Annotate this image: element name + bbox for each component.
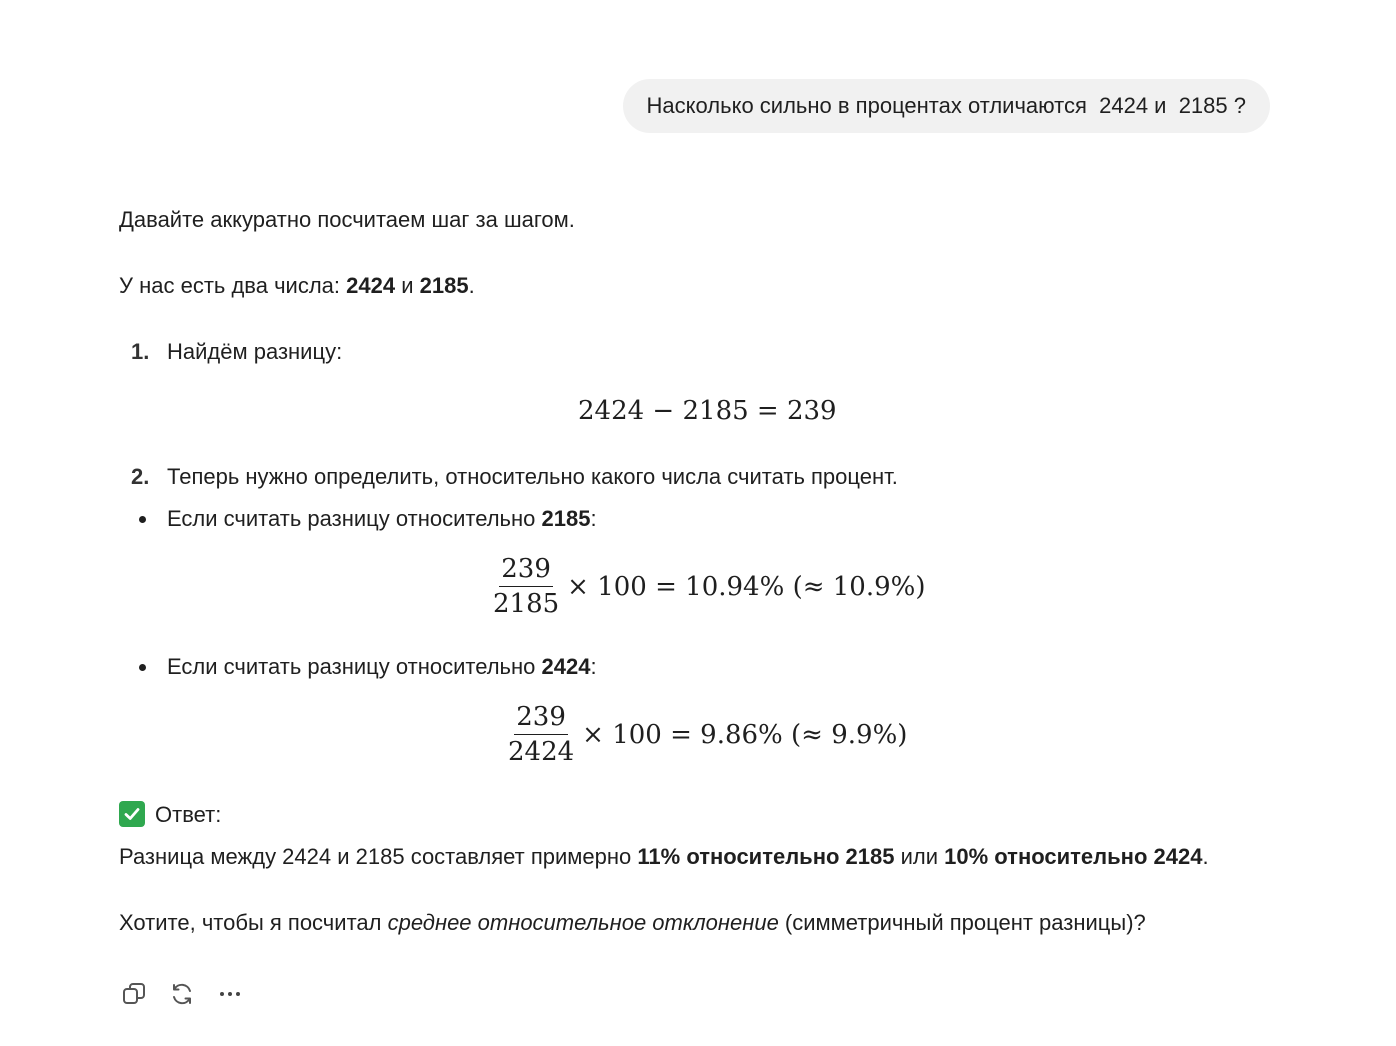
numbers-mid: и: [395, 273, 420, 298]
fraction-numerator: 239: [499, 554, 553, 587]
number-a: 2424: [346, 273, 396, 298]
answer-part-2: 10% относительно 2424: [944, 844, 1203, 869]
question-italic: среднее относительное отклонение: [387, 910, 779, 935]
bullet-2-value: 2424: [541, 654, 591, 679]
check-mark-icon: [119, 801, 145, 827]
fraction-2424: [508, 702, 574, 767]
answer-prefix: Разница между 2424 и 2185 составляет примерно: [119, 844, 638, 869]
equation-rest: × 100 = 9.86% (≈ 9.9%): [582, 719, 908, 750]
fraction-denominator: 2185: [493, 589, 560, 619]
numbers-prefix: У нас есть два числа:: [119, 273, 347, 298]
regenerate-button[interactable]: [167, 982, 197, 1012]
number-b: 2185: [419, 273, 469, 298]
intro-text: Давайте аккуратно посчитаем шаг за шагом.: [119, 207, 575, 232]
answer-part-1: 11% относительно 2185: [637, 844, 895, 869]
bullet-1-value: 2185: [541, 506, 591, 531]
step-2-text: Теперь нужно определить, относительно какого числа считать процент.: [167, 464, 898, 489]
user-message-text: Насколько сильно в процентах отличаются 2424 и 2185 ?: [646, 93, 1246, 118]
message-actions: [119, 982, 245, 1012]
bullet-1-text: [167, 504, 597, 534]
fraction-denominator: 2424: [508, 737, 575, 767]
step-2-number: 2.: [131, 464, 150, 489]
answer-suffix: .: [1202, 844, 1209, 869]
numbers-suffix: .: [468, 273, 475, 298]
bullet-1-prefix: Если считать разницу относительно: [167, 506, 542, 531]
more-icon: [217, 981, 243, 1013]
regenerate-icon: [169, 981, 195, 1013]
bullet-dot: [139, 664, 146, 671]
answer-label: Ответ:: [155, 802, 222, 827]
answer-line: [119, 842, 1209, 872]
question-prefix: Хотите, чтобы я посчитал: [119, 910, 388, 935]
bullet-2-prefix: Если считать разницу относительно: [167, 654, 542, 679]
equation-relative-2185: [493, 554, 926, 619]
step-1-number: 1.: [131, 339, 150, 364]
equation-difference: 2424 − 2185 = 239: [578, 396, 837, 426]
user-message-bubble: [623, 79, 1270, 133]
answer-mid: или: [894, 844, 945, 869]
copy-button[interactable]: [119, 982, 149, 1012]
question-suffix: (симметричный процент разницы)?: [778, 910, 1146, 935]
numbers-line: [119, 271, 475, 301]
bullet-relative-2185: [119, 504, 1279, 534]
equation-relative-2424: [508, 702, 907, 767]
answer-heading: [119, 800, 221, 830]
fraction-numerator: 239: [514, 702, 568, 735]
bullet-relative-2424: [119, 652, 1279, 682]
bullet-2-text: [167, 652, 597, 682]
copy-icon: [121, 981, 147, 1013]
bullet-1-suffix: :: [590, 506, 597, 531]
more-options-button[interactable]: [215, 982, 245, 1012]
equation-rest: × 100 = 10.94% (≈ 10.9%): [567, 571, 926, 602]
bullet-dot: [139, 516, 146, 523]
bullet-2-suffix: :: [590, 654, 597, 679]
step-1-text: Найдём разницу:: [167, 339, 343, 364]
fraction-2185: [493, 554, 559, 619]
follow-up-question: [119, 908, 1146, 938]
